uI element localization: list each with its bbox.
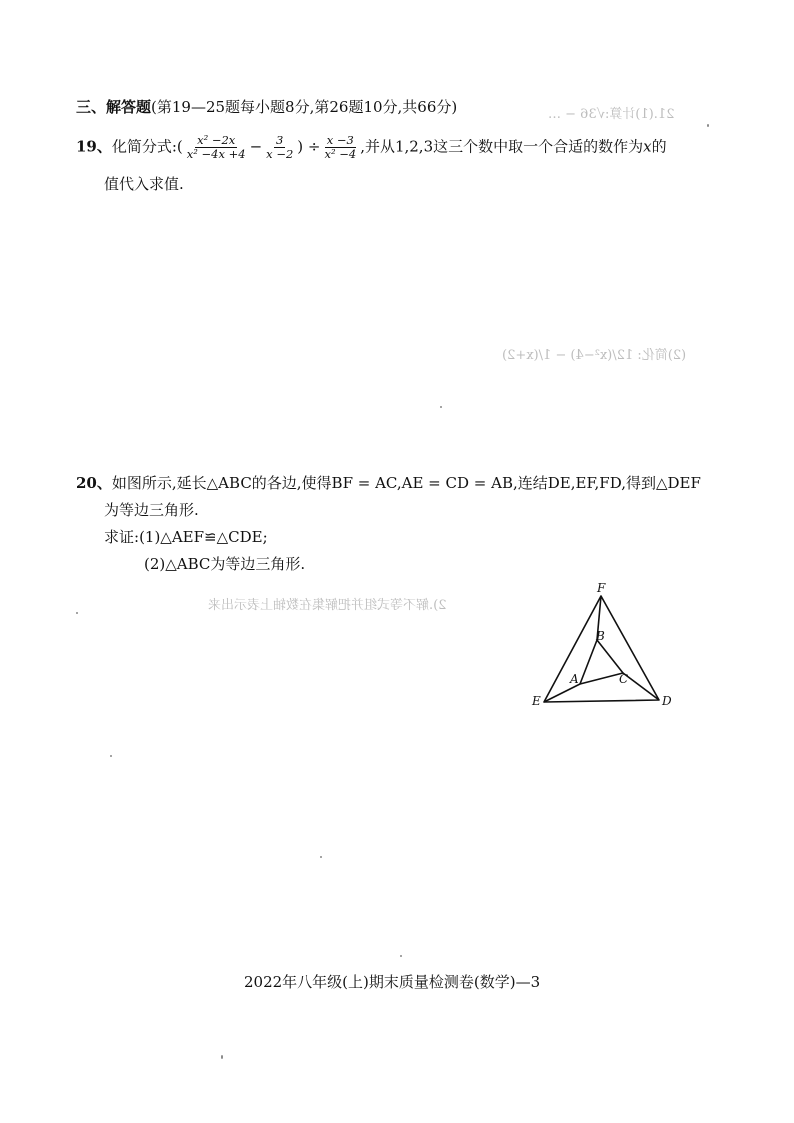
q20-proof <box>104 527 268 547</box>
section-note: (第19—25题每小题8分,第26题10分,共66分) <box>151 98 458 116</box>
scan-speck <box>320 856 322 858</box>
label-a: A <box>570 672 579 686</box>
q19-frac2-numerator: 3 <box>276 133 284 147</box>
label-f: F <box>597 581 606 595</box>
segment-fb <box>597 596 601 640</box>
q20-part-1: (1)△AEF≌△CDE; <box>139 528 268 546</box>
label-d: D <box>662 694 672 708</box>
label-b: B <box>596 629 605 643</box>
q19-fraction-2 <box>264 134 295 161</box>
q19-lead: 化简分式:( <box>111 137 183 156</box>
segment-ea <box>544 684 580 702</box>
segment-dc <box>623 673 659 700</box>
bleed-through-top: 21.(1)计算:√36 − … <box>548 107 675 122</box>
triangle-def <box>544 596 659 702</box>
label-e: E <box>532 694 541 708</box>
q19-number: 19、 <box>76 137 112 156</box>
q19-frac2-denominator: x −2 <box>266 147 294 161</box>
scan-speck <box>110 755 112 757</box>
question-19 <box>76 134 667 161</box>
bleed-through-middle: (2)简化: 12/(x²−4) − 1/(x+2) <box>502 348 687 363</box>
q19-close-divide: ) ÷ <box>297 137 321 156</box>
q19-fraction-1 <box>185 134 248 161</box>
label-c: C <box>619 672 629 686</box>
section-title: 三、解答题 <box>76 98 152 116</box>
q19-frac3-denominator: x² −4 <box>324 147 357 161</box>
q19-tail: 的 <box>651 137 667 156</box>
q20-line-2: 为等边三角形. <box>104 501 199 519</box>
q20-line-1: 如图所示,延长△ABC的各边,使得BF = AC,AE = CD = AB,连结DE,EF,FD,得到△DEF <box>111 474 701 492</box>
q20-proof-label: 求证: <box>104 528 140 546</box>
q20-part-2: (2)△ABC为等边三角形. <box>144 555 306 573</box>
triangle-abc <box>580 640 623 684</box>
q20-number: 20、 <box>76 474 112 492</box>
q19-frac1-denominator: x² −4x +4 <box>186 147 246 161</box>
scan-speck <box>76 612 78 614</box>
q19-line-2: 值代入求值. <box>104 175 184 193</box>
q19-variable: x <box>643 137 652 156</box>
scan-speck <box>440 406 442 408</box>
section-heading <box>76 97 457 117</box>
page-footer: 2022年八年级(上)期末质量检测卷(数学)—3 <box>244 973 541 991</box>
q19-minus: − <box>249 137 263 156</box>
bleed-through-lower: 2).解不等式组并把解集在数轴上表示出来 <box>208 598 447 613</box>
q19-frac1-numerator: x² −2x <box>197 133 236 147</box>
scan-speck <box>221 1055 223 1059</box>
scan-speck <box>400 955 402 957</box>
q19-rest: ,并从1,2,3这三个数中取一个合适的数作为 <box>360 137 644 156</box>
question-20 <box>76 473 701 493</box>
q19-frac3-numerator: x −3 <box>326 133 354 147</box>
scan-speck <box>707 124 709 127</box>
q19-fraction-3 <box>322 134 358 161</box>
